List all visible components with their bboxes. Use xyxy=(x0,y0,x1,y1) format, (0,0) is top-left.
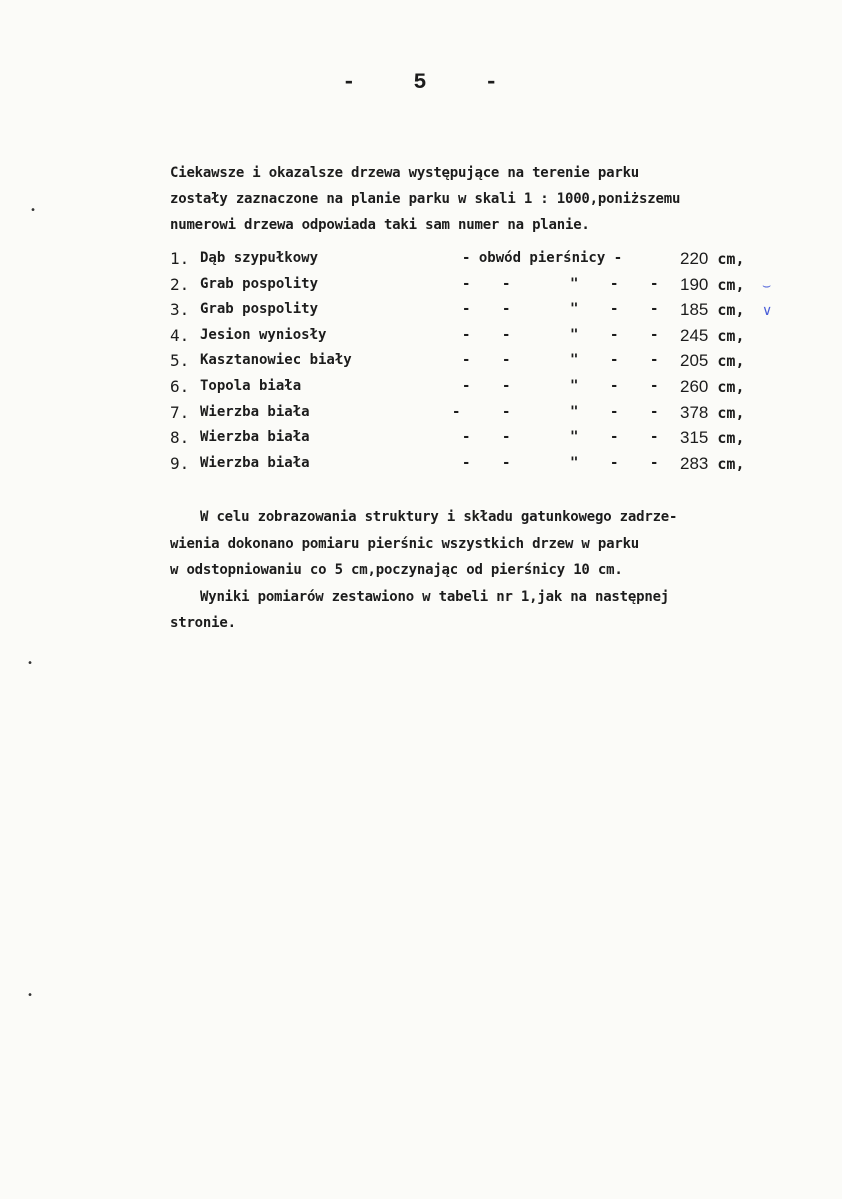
ditto-dash: - xyxy=(610,301,619,318)
body-line: stronie. xyxy=(170,615,236,631)
ditto-dash: - xyxy=(650,454,659,471)
body-paragraph xyxy=(170,504,820,637)
girth-unit: cm, xyxy=(717,352,745,371)
tree-girth xyxy=(680,400,745,427)
body-line: wienia dokonano pomiaru pierśnic wszystkich drzew w parku xyxy=(170,535,640,552)
ditto-dash: - xyxy=(610,352,619,369)
girth-unit: cm, xyxy=(717,250,745,268)
ditto-dash: - xyxy=(610,403,619,420)
tree-girth xyxy=(680,297,745,324)
body-line: Wyniki pomiarów zestawiono w tabeli nr 1,jak na następnej xyxy=(200,588,670,605)
ditto-dash: - xyxy=(650,326,659,343)
tree-number: 8. xyxy=(170,428,190,448)
tree-row xyxy=(170,348,790,374)
girth-value: 260 xyxy=(680,376,709,396)
tree-number: 7. xyxy=(170,402,190,422)
page-number-dash-left: - xyxy=(342,70,358,95)
girth-value: 190 xyxy=(680,274,709,294)
girth-unit: cm, xyxy=(717,301,745,320)
ditto-dash: - xyxy=(502,429,511,446)
tree-row xyxy=(170,425,790,451)
girth-unit: cm, xyxy=(717,377,745,396)
ditto-quote: " xyxy=(570,377,579,394)
ditto-dash: - xyxy=(502,326,511,343)
ditto-dash: - xyxy=(502,403,511,420)
tree-row xyxy=(170,451,790,477)
tree-name: Dąb szypułkowy xyxy=(200,250,319,266)
speck-mark: • xyxy=(30,205,37,216)
ditto-dash: - xyxy=(502,275,511,292)
tree-row xyxy=(170,374,790,400)
ditto-dash: - xyxy=(650,403,659,420)
page-number-value: 5 xyxy=(413,70,429,95)
tree-name: Wierzba biała xyxy=(200,429,310,446)
ditto-dash: - xyxy=(650,429,659,446)
check-mark-icon: ⌣ xyxy=(762,277,772,294)
tree-girth xyxy=(680,451,745,478)
ditto-quote: " xyxy=(570,352,579,369)
girth-value: 315 xyxy=(680,428,709,448)
tree-girth xyxy=(680,272,745,299)
ditto-dash: - xyxy=(650,377,659,394)
tree-name: Grab pospolity xyxy=(200,301,319,318)
tree-number: 1. xyxy=(170,249,190,268)
ditto-dash: - xyxy=(610,326,619,343)
tree-girth xyxy=(680,425,745,452)
tree-name: Grab pospolity xyxy=(200,275,319,292)
girth-unit: cm, xyxy=(717,454,745,473)
body-line: w odstopniowaniu co 5 cm,poczynając od pierśnicy 10 cm. xyxy=(170,562,623,578)
tree-number: 6. xyxy=(170,376,190,396)
girth-unit: cm, xyxy=(717,403,745,422)
ditto-dash: - xyxy=(650,275,659,292)
tree-number: 3. xyxy=(170,300,190,320)
body-line: W celu zobrazowania struktury i składu gatunkowego zadrze- xyxy=(200,509,678,525)
ditto-dash: - xyxy=(610,275,619,292)
ditto-dash: - xyxy=(502,352,511,369)
ditto-dash: - xyxy=(502,301,511,318)
tree-list xyxy=(170,246,790,476)
ditto-dash: - xyxy=(462,275,471,292)
girth-value: 220 xyxy=(680,249,709,268)
ditto-dash: - xyxy=(452,403,461,420)
girth-value: 283 xyxy=(680,453,709,473)
intro-line: zostały zaznaczone na planie parku w skali 1 : 1000,poniższemu xyxy=(170,191,681,207)
tree-name: Kasztanowiec biały xyxy=(200,352,352,369)
page-number-dash-right: - xyxy=(484,70,500,95)
tree-girth xyxy=(680,246,745,273)
ditto-dash: - xyxy=(610,377,619,394)
tree-row xyxy=(170,297,790,323)
girth-unit: cm, xyxy=(717,326,745,345)
measure-label: - obwód pierśnicy - xyxy=(462,250,623,266)
check-mark-icon: ∨ xyxy=(762,303,773,320)
ditto-quote: " xyxy=(570,429,579,446)
tree-number: 2. xyxy=(170,274,190,294)
ditto-dash: - xyxy=(610,454,619,471)
ditto-dash: - xyxy=(502,454,511,471)
ditto-dash: - xyxy=(462,326,471,343)
ditto-quote: " xyxy=(570,403,579,420)
girth-unit: cm, xyxy=(717,429,745,448)
tree-row xyxy=(170,272,790,298)
ditto-dash: - xyxy=(610,429,619,446)
ditto-quote: " xyxy=(570,454,579,471)
tree-name: Wierzba biała xyxy=(200,403,310,420)
ditto-dash: - xyxy=(650,352,659,369)
ditto-dash: - xyxy=(502,377,511,394)
girth-unit: cm, xyxy=(717,275,745,294)
tree-girth xyxy=(680,374,745,401)
tree-name: Jesion wyniosły xyxy=(200,326,327,343)
tree-girth xyxy=(680,323,745,350)
tree-number: 9. xyxy=(170,453,190,473)
intro-paragraph xyxy=(170,160,820,238)
ditto-dash: - xyxy=(462,454,471,471)
ditto-quote: " xyxy=(570,275,579,292)
ditto-dash: - xyxy=(462,352,471,369)
tree-row xyxy=(170,400,790,426)
tree-row xyxy=(170,246,790,272)
tree-name: Wierzba biała xyxy=(200,454,310,471)
page-number xyxy=(0,70,842,95)
ditto-dash: - xyxy=(462,377,471,394)
tree-name: Topola biała xyxy=(200,377,302,394)
girth-value: 378 xyxy=(680,402,709,422)
ditto-dash: - xyxy=(650,301,659,318)
girth-value: 245 xyxy=(680,325,709,345)
ditto-quote: " xyxy=(570,301,579,318)
tree-number: 4. xyxy=(170,325,190,345)
speck-mark: • xyxy=(27,658,34,669)
speck-mark: • xyxy=(27,990,34,1001)
intro-line: Ciekawsze i okazalsze drzewa występujące na terenie parku xyxy=(170,165,640,181)
ditto-dash: - xyxy=(462,301,471,318)
tree-number: 5. xyxy=(170,351,190,371)
intro-line: numerowi drzewa odpowiada taki sam numer na planie. xyxy=(170,217,590,233)
tree-girth xyxy=(680,348,745,375)
ditto-dash: - xyxy=(462,429,471,446)
tree-row xyxy=(170,323,790,349)
girth-value: 185 xyxy=(680,300,709,320)
girth-value: 205 xyxy=(680,351,709,371)
ditto-quote: " xyxy=(570,326,579,343)
